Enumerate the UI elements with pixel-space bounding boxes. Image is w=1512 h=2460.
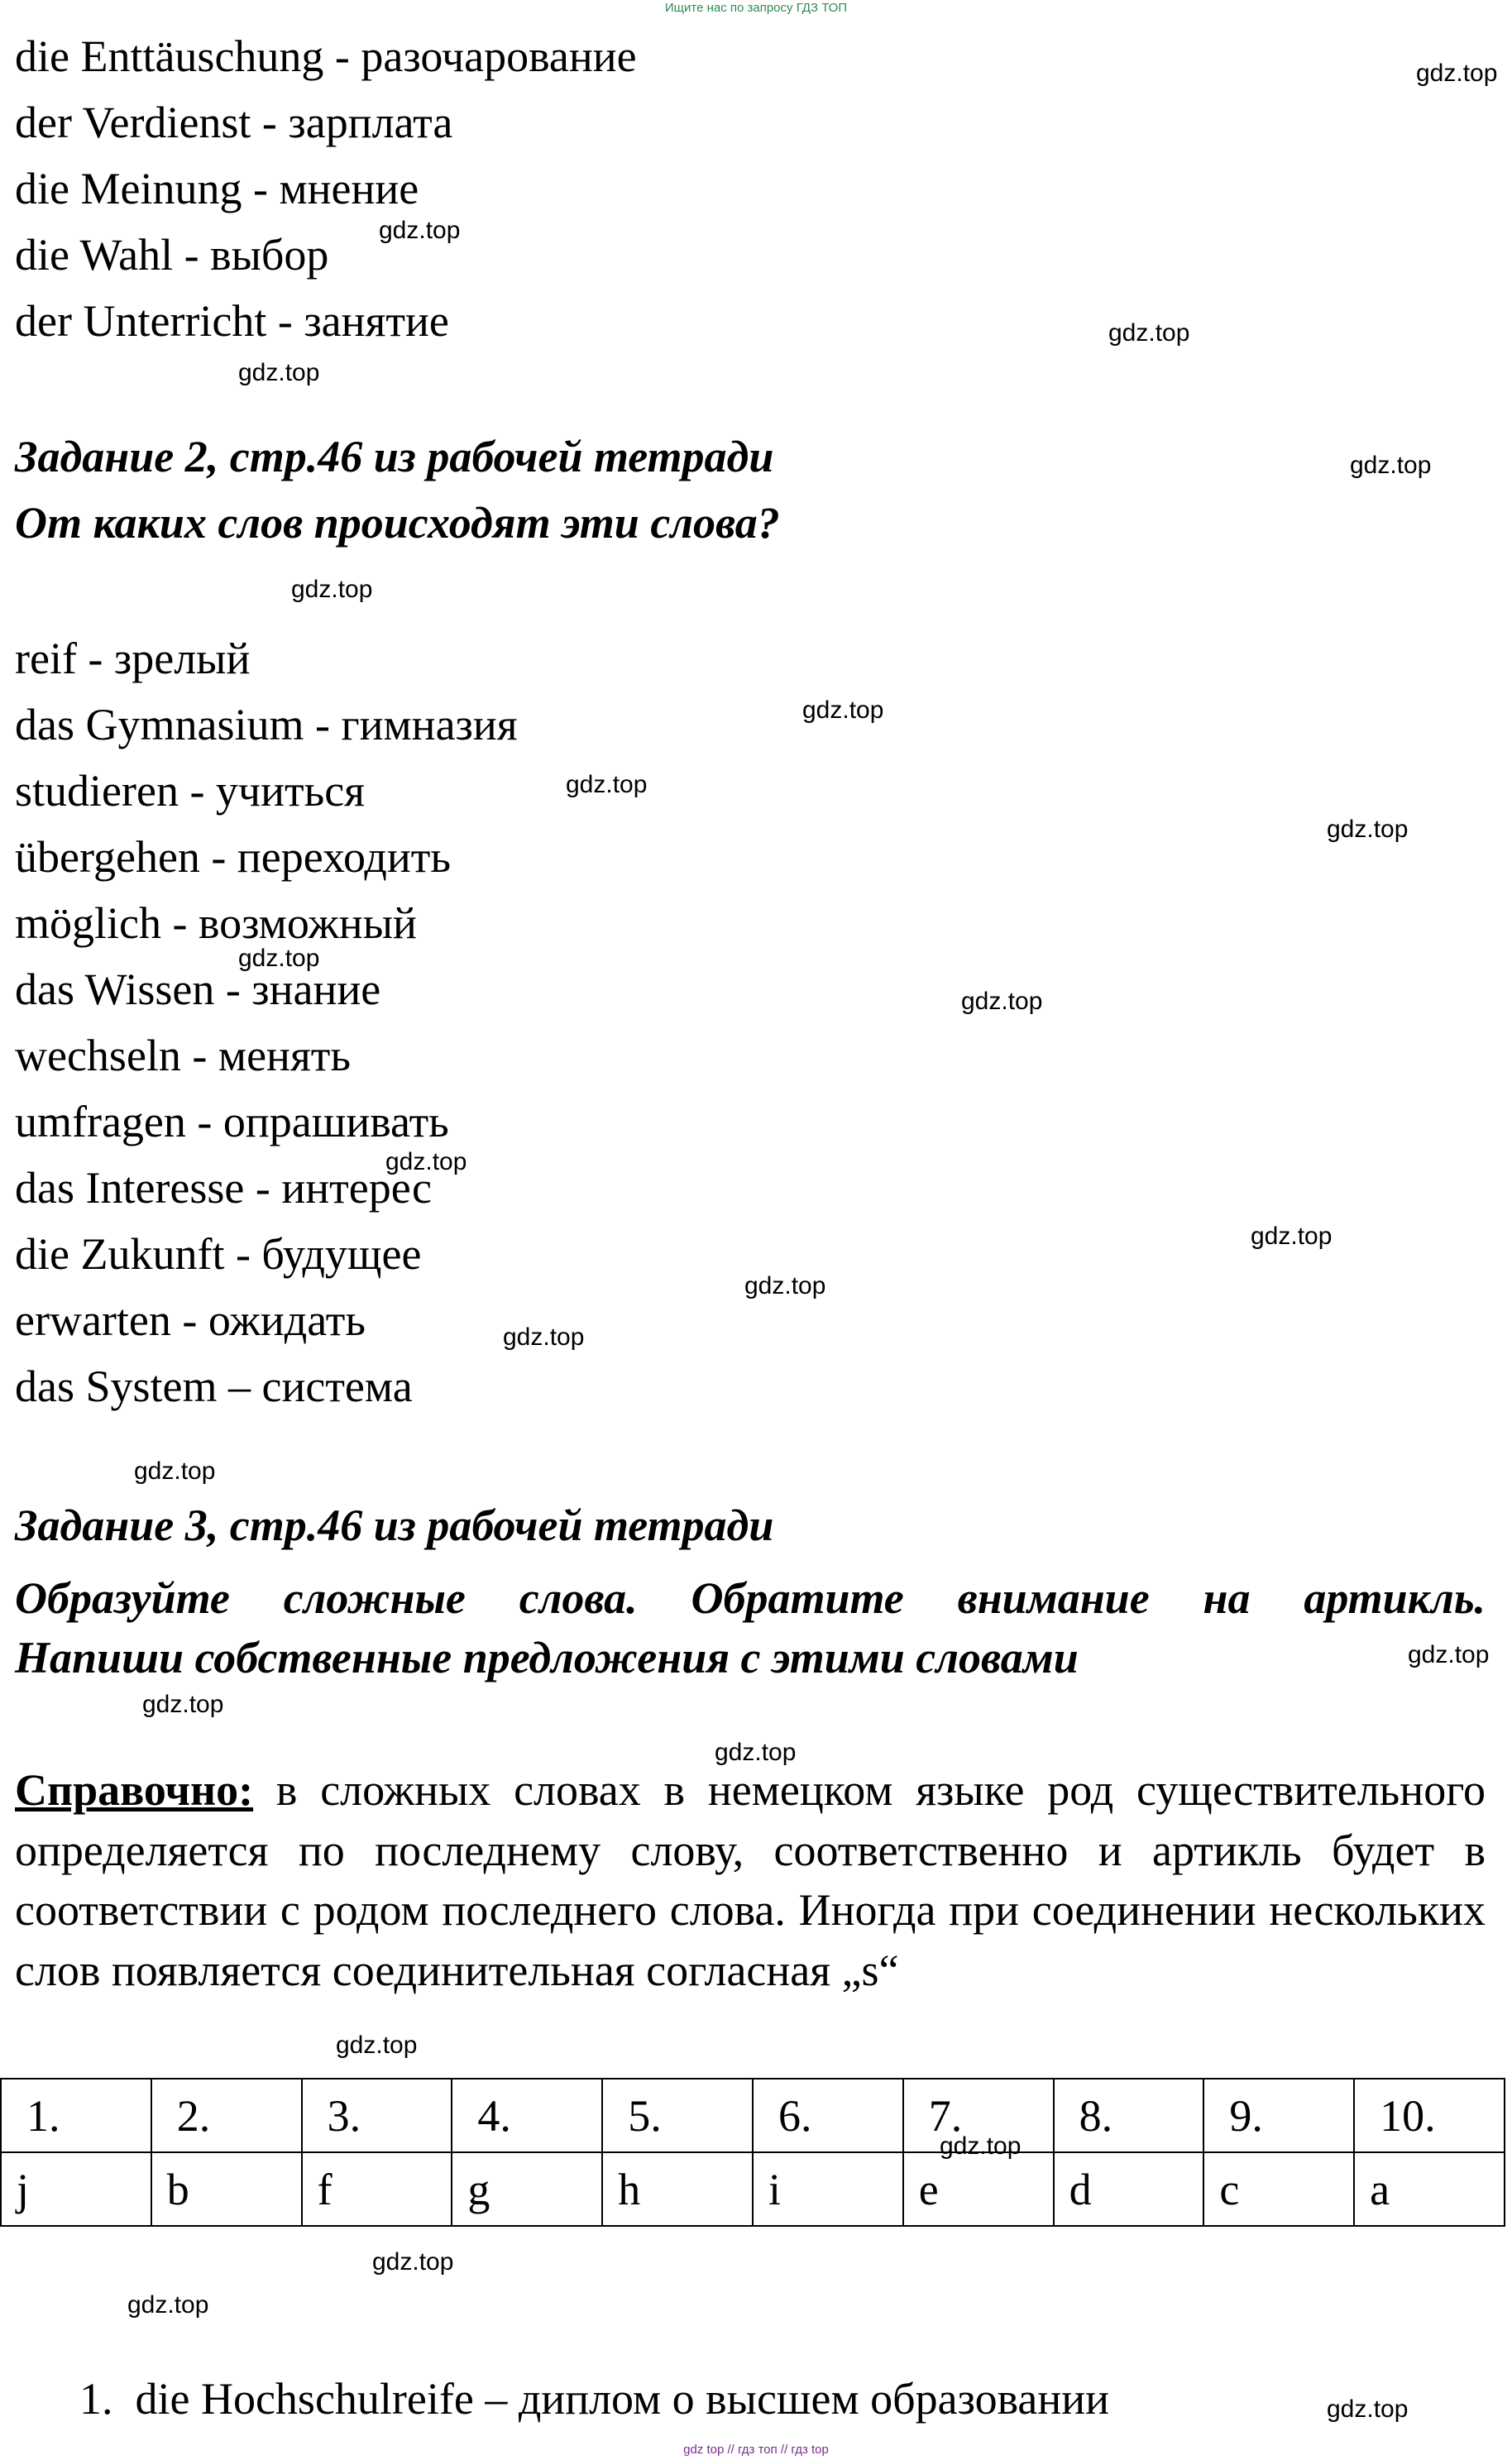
table-cell: 8. [1054, 2079, 1204, 2152]
task3-instruction: Напиши собственные предложения с этими словами [15, 1633, 1079, 1682]
table-cell: g [452, 2152, 602, 2226]
table-cell: 4. [452, 2079, 602, 2152]
vocab-line: die Wahl - выбор [15, 230, 329, 280]
watermark: gdz.top [1350, 452, 1432, 479]
word-line: das Wissen - знание [15, 964, 381, 1014]
watermark: gdz.top [802, 696, 884, 724]
watermark: gdz.top [379, 217, 461, 244]
vocab-line: die Enttäuschung - разочарование [15, 31, 637, 81]
watermark: gdz.top [1327, 816, 1409, 843]
watermark: gdz.top [372, 2248, 454, 2276]
table-cell: 3. [302, 2079, 452, 2152]
watermark: gdz.top [142, 1691, 224, 1718]
vocab-line: der Verdienst - зарплата [15, 98, 453, 147]
note-text: в сложных словах в немецком языке род существительного определяется по последнему слову, соответственно и артикль будет в соответствии с родом последнего слова. Иногда при соединении нескольких слов появляется соединительная согласная „s“ [15, 1765, 1486, 1995]
watermark: gdz.top [1408, 1641, 1490, 1668]
reference-note [15, 1760, 1486, 2000]
task3-title: Задание 3, стр.46 из рабочей тетради [15, 1500, 774, 1550]
vocab-line: die Meinung - мнение [15, 164, 419, 213]
word-line: die Zukunft - будущее [15, 1229, 422, 1279]
watermark: gdz.top [238, 945, 320, 972]
watermark: gdz.top [127, 2291, 209, 2319]
watermark: gdz.top [940, 2132, 1022, 2160]
table-cell: i [753, 2152, 903, 2226]
watermark: gdz.top [336, 2032, 418, 2059]
table-cell: 1. [1, 2079, 151, 2152]
word-line: das Gymnasium - гимназия [15, 700, 518, 749]
bottom-banner: gdz top // гдз топ // гдз top [683, 2443, 829, 2457]
table-cell: 6. [753, 2079, 903, 2152]
watermark: gdz.top [1327, 2395, 1409, 2423]
table-cell: b [151, 2152, 302, 2226]
table-cell: 2. [151, 2079, 302, 2152]
word-line: übergehen - переходить [15, 832, 452, 882]
table-cell: j [1, 2152, 151, 2226]
watermark: gdz.top [385, 1148, 467, 1175]
watermark: gdz.top [238, 359, 320, 386]
word-line: studieren - учиться [15, 766, 366, 816]
table-cell: 10. [1354, 2079, 1505, 2152]
watermark: gdz.top [291, 576, 373, 603]
table-row [1, 2079, 1505, 2152]
table-cell: e [903, 2152, 1054, 2226]
watermark: gdz.top [503, 1323, 585, 1351]
word-line: wechseln - менять [15, 1031, 352, 1080]
table-cell: c [1203, 2152, 1354, 2226]
watermark: gdz.top [715, 1739, 797, 1766]
list-item [79, 2372, 1109, 2425]
word-line: umfragen - опрашивать [15, 1097, 449, 1146]
table-cell: a [1354, 2152, 1505, 2226]
table-cell: 7. [903, 2079, 1054, 2152]
top-banner: Ищите нас по запросу ГДЗ ТОП [664, 1, 848, 15]
table-row [1, 2152, 1505, 2226]
task2-question: От каких слов происходят эти слова? [15, 498, 780, 548]
table-cell: 5. [602, 2079, 753, 2152]
note-label: Справочно: [15, 1765, 254, 1815]
watermark: gdz.top [1416, 60, 1498, 87]
table-cell: h [602, 2152, 753, 2226]
watermark: gdz.top [566, 771, 648, 798]
watermark: gdz.top [1108, 319, 1190, 347]
list-item-text: die Hochschulreife – диплом о высшем образовании [135, 2374, 1110, 2424]
watermark: gdz.top [134, 1457, 216, 1485]
word-line: möglich - возможный [15, 898, 417, 948]
table-cell: d [1054, 2152, 1204, 2226]
table-cell: 9. [1203, 2079, 1354, 2152]
word-line: erwarten - ожидать [15, 1295, 366, 1345]
answer-table [0, 2078, 1505, 2227]
table-cell: f [302, 2152, 452, 2226]
vocab-line: der Unterricht - занятие [15, 296, 449, 346]
task2-title: Задание 2, стр.46 из рабочей тетради [15, 432, 774, 481]
word-line: das Interesse - интерес [15, 1163, 433, 1213]
watermark: gdz.top [1251, 1223, 1333, 1250]
task3-instruction: Образуйте сложные слова. Обратите внимание на артикль. [15, 1573, 1486, 1623]
watermark: gdz.top [961, 988, 1043, 1015]
word-line: reif - зрелый [15, 634, 251, 683]
list-item-number: 1. [79, 2374, 113, 2424]
watermark: gdz.top [744, 1272, 826, 1299]
word-line: das System – система [15, 1362, 413, 1411]
